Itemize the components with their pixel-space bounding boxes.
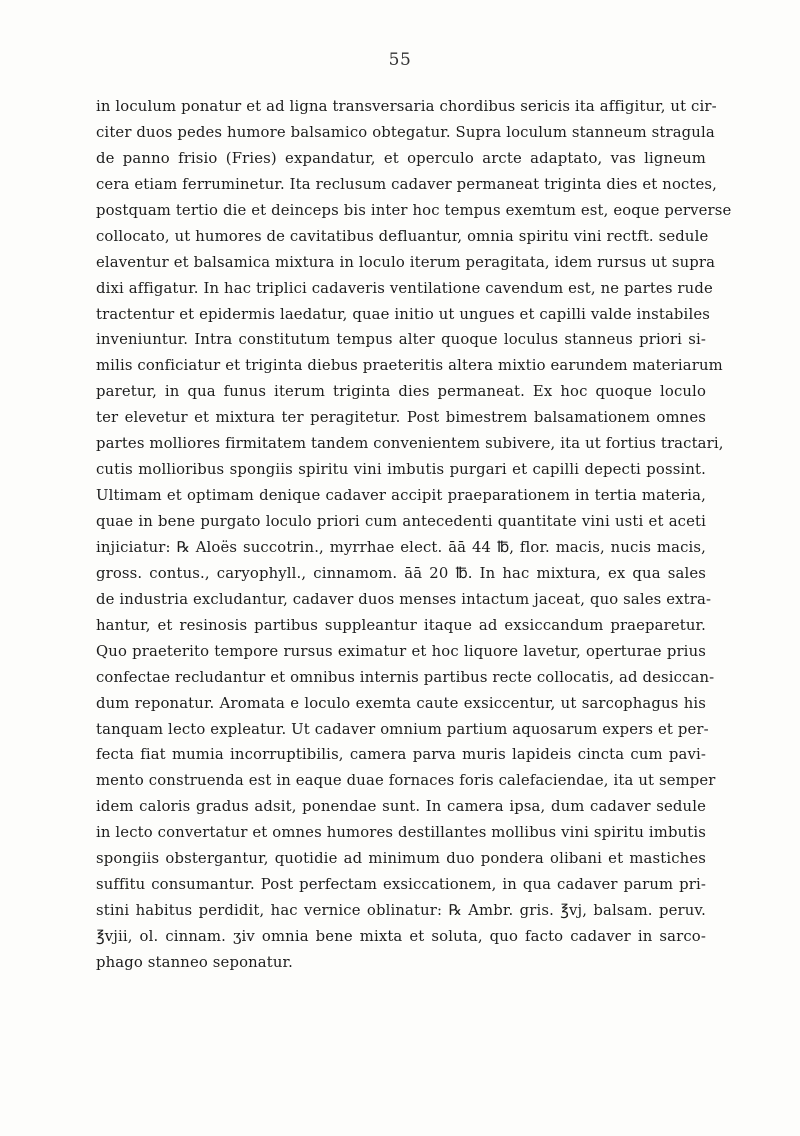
text-line: hantur, et resinosis partibus suppleantur itaque ad exsiccandum praeparetur. [96, 616, 706, 634]
text-line: tractentur et epidermis laedatur, quae initio ut ungues et capilli valde instabiles [96, 305, 710, 323]
text-line: spongiis obstergantur, quotidie ad minimum duo pondera olibani et mastiches [96, 850, 706, 868]
text-line: inveniuntur. Intra constitutum tempus alter quoque loculus stanneus priori si- [96, 331, 706, 349]
text-line: dixi affigatur. In hac triplici cadaveris ventilatione cavendum est, ne partes rude [96, 279, 713, 297]
text-line: collocato, ut humores de cavitatibus defluantur, omnia spiritu vini rectft. sedule [96, 227, 709, 245]
text-line: de panno frisio (Fries) expandatur, et operculo arcte adaptato, vas ligneum [96, 149, 706, 167]
text-line: ter elevetur et mixtura ter peragitetur. Post bimestrem balsamationem omnes [96, 409, 706, 427]
text-line: cera etiam ferruminetur. Ita reclusum cadaver permaneat triginta dies et noctes, [96, 175, 718, 193]
text-line: in lecto convertatur et omnes humores destillantes mollibus vini spiritu imbutis [96, 824, 706, 842]
text-line: citer duos pedes humore balsamico obtegatur. Supra loculum stanneum stragula [96, 123, 715, 141]
text-line: elaventur et balsamica mixtura in loculo iterum peragitata, idem rursus ut supra [96, 253, 716, 271]
text-line: postquam tertio die et deinceps bis inter hoc tempus exemtum est, eoque perverse [96, 201, 732, 219]
text-line: Ultimam et optimam denique cadaver accipit praeparationem in tertia materia, [96, 487, 706, 505]
text-line: cutis mollioribus spongiis spiritu vini imbutis purgari et capilli depecti possint. [96, 461, 706, 479]
text-line: Quo praeterito tempore rursus eximatur et hoc liquore lavetur, operturae prius [96, 642, 706, 660]
text-line: stini habitus perdidit, hac vernice oblinatur: ℞ Ambr. gris. ℥vj, balsam. peruv. [96, 902, 706, 920]
text-line: de industria excludantur, cadaver duos menses intactum jaceat, quo sales extra- [96, 590, 712, 608]
text-line: injiciatur: ℞ Aloës succotrin., myrrhae elect. āā 44 ℔, flor. macis, nucis macis, [96, 538, 706, 556]
text-line: gross. contus., caryophyll., cinnamom. āā 20 ℔. In hac mixtura, ex qua sales [96, 564, 706, 582]
body-text [96, 94, 732, 976]
text-line: suffitu consumantur. Post perfectam exsiccationem, in qua cadaver parum pri- [96, 876, 706, 894]
text-line: confectae recludantur et omnibus internis partibus recte collocatis, ad desiccan- [96, 668, 715, 686]
text-line: partes molliores firmitatem tandem convenientem subivere, ita ut fortius tractari, [96, 435, 724, 453]
text-line: mento construenda est in eaque duae fornaces foris calefaciendae, ita ut semper [96, 772, 716, 790]
text-line: in loculum ponatur et ad ligna transversaria chordibus sericis ita affigitur, ut cir- [96, 98, 717, 115]
text-line: fecta fiat mumia incorruptibilis, camera parva muris lapideis cincta cum pavi- [96, 746, 706, 764]
text-line: ℥vjii, ol. cinnam. ʒiv omnia bene mixta et soluta, quo facto cadaver in sarco- [96, 928, 706, 945]
page-number: 55 [388, 50, 412, 70]
text-line: quae in bene purgato loculo priori cum antecedenti quantitate vini usti et aceti [96, 513, 706, 530]
text-line: milis conficiatur et triginta diebus praeteritis altera mixtio earundem materiarum [96, 357, 723, 375]
text-line: idem caloris gradus adsit, ponendae sunt. In camera ipsa, dum cadaver sedule [96, 798, 706, 816]
text-line: paretur, in qua funus iterum triginta dies permaneat. Ex hoc quoque loculo [96, 383, 706, 401]
text-line: phago stanneo seponatur. [96, 953, 294, 971]
text-line: tanquam lecto expleatur. Ut cadaver omnium partium aquosarum expers et per- [96, 720, 709, 738]
text-line: dum reponatur. Aromata e loculo exemta caute exsiccentur, ut sarcophagus his [96, 694, 706, 712]
